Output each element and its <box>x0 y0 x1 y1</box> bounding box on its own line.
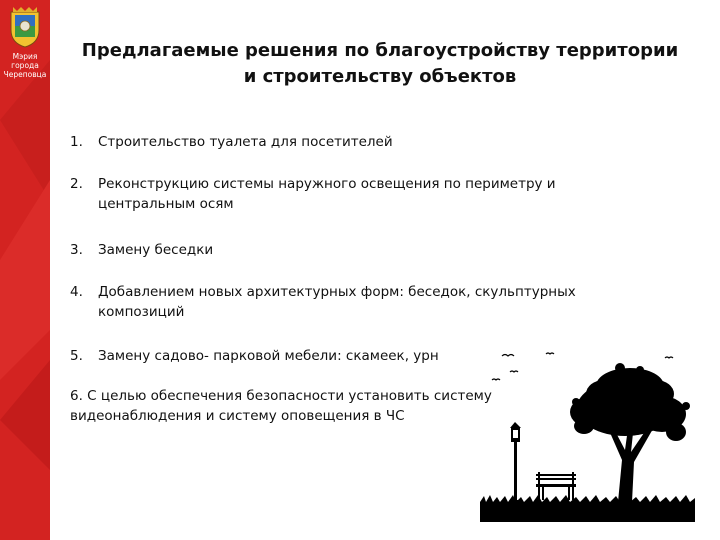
list-item-number: 1. <box>70 134 83 150</box>
mayor-caption-line: Мэрия <box>12 52 38 61</box>
list-item <box>70 240 213 260</box>
list-item-text: видеонаблюдения и систему оповещения в ЧС <box>70 408 405 424</box>
list-item-number: 5. <box>70 348 83 364</box>
list-item-number: 2. <box>70 176 83 192</box>
mayor-caption <box>0 52 50 79</box>
list-item <box>70 282 576 322</box>
list-item-text: Реконструкцию системы наружного освещения по периметру и <box>98 176 556 192</box>
page-title-line: Предлагаемые решения по благоустройству территории <box>81 40 679 61</box>
list-item-text: Замену садово- парковой мебели: скамеек, урн <box>98 348 439 364</box>
list-item-text: композиций <box>98 304 185 320</box>
list-item-text: Строительство туалета для посетителей <box>98 134 393 150</box>
list-item <box>70 132 393 152</box>
list-item <box>70 346 439 366</box>
sidebar-facets <box>0 0 50 540</box>
list-item-text: Замену беседки <box>98 242 214 258</box>
list-item-number: 3. <box>70 242 83 258</box>
list-item-text: центральным осям <box>98 196 234 212</box>
park-tree-icon <box>480 350 695 522</box>
mayor-caption-line: Череповца <box>3 70 47 79</box>
page-title <box>70 38 690 90</box>
list-item-text: Добавлением новых архитектурных форм: беседок, скульптурных <box>98 284 576 300</box>
list-item <box>70 174 556 214</box>
list-item-text: 6. С целью обеспечения безопасности установить систему <box>70 388 492 404</box>
sidebar <box>0 0 50 540</box>
list-item-number: 4. <box>70 284 83 300</box>
coat-of-arms-icon <box>8 6 42 48</box>
list-item <box>70 386 492 426</box>
page-title-line: и строительству объектов <box>243 66 517 87</box>
mayor-caption-line: города <box>11 61 39 70</box>
